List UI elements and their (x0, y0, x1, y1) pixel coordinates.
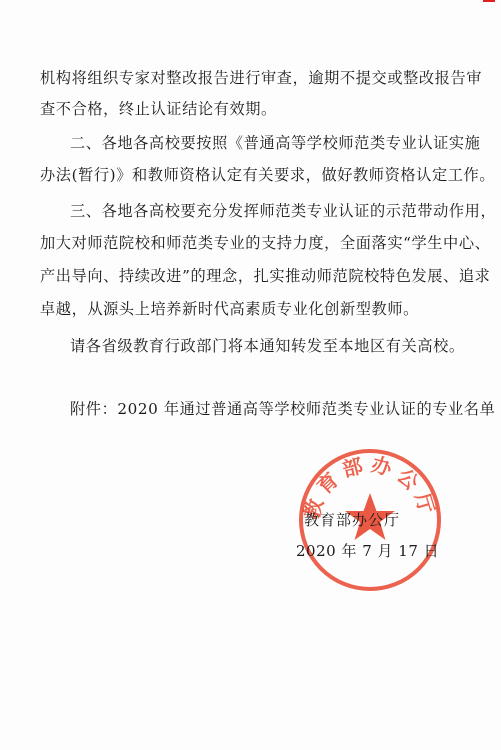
body-line-2: 查不合格，终止认证结论有效期。 (40, 100, 277, 118)
body-line-6: 加大对师范院校和师范类专业的支持力度，全面落实“学生中心、 (40, 234, 491, 252)
corner-mark (483, 0, 495, 2)
body-line-5: 三、各地各高校要充分发挥师范类专业认证的示范带动作用， (70, 202, 497, 220)
body-line-1: 机构将组织专家对整改报告进行审查，逾期不提交或整改报告审 (40, 69, 483, 87)
body-line-3: 二、各地各高校要按照《普通高等学校师范类专业认证实施 (70, 134, 481, 152)
body-line-8: 卓越，从源头上培养新时代高素质专业化创新型教师。 (40, 300, 419, 318)
body-line-7: 产出导向、持续改进”的理念，扎实推动师范院校特色发展、追求 (40, 267, 491, 285)
body-line-9: 请各省级教育行政部门将本通知转发至本地区有关高校。 (70, 337, 465, 355)
attachment-line: 附件：2020 年通过普通高等学校师范类专业认证的专业名单 (70, 400, 496, 418)
body-line-4: 办法(暂行)》和教师资格认定有关要求，做好教师资格认定工作。 (40, 166, 496, 184)
signature-date: 2020 年 7 月 17 日 (296, 542, 440, 560)
signature-org: 教育部办公厅 (304, 511, 401, 529)
seal-text: 教育部办公厅 (299, 451, 441, 523)
